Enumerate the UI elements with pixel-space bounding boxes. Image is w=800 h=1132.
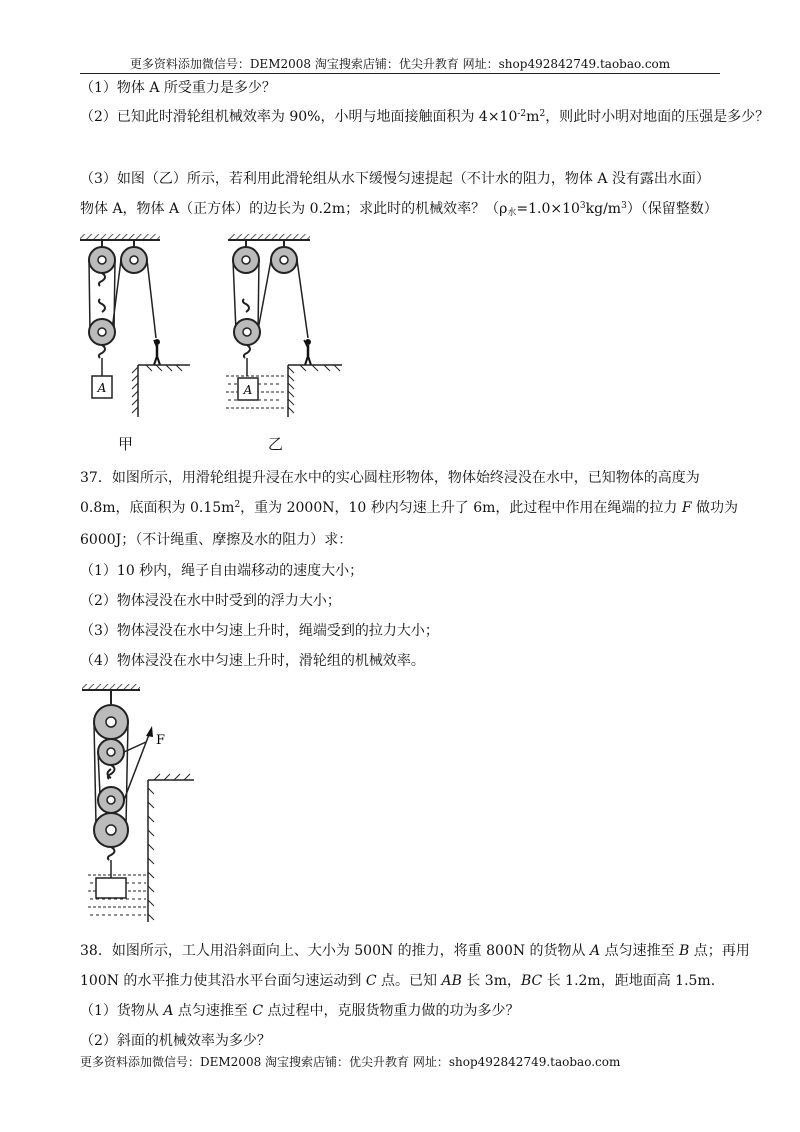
label-A-jia: A bbox=[97, 381, 107, 395]
header-divider bbox=[80, 73, 720, 74]
label-A-yi: A bbox=[243, 383, 253, 397]
q37-line2: 0.8m，底面积为 $0.15m^2$，重为 2000N，10 秒内匀速上升了 6m，此过程中作用在绳端的拉力 F 做功为 bbox=[80, 500, 739, 516]
q36-part3: （3）如图（乙）所示，若利用此滑轮组从水下缓慢匀速提起（不计水的阻力，物体 A 没有露出水面）物体 A，物体 A（正方体）的边长为 0.2m；求此时的机械效率？$(\rho_水=1.0\times 10^3kg/m^3)$（保留整数） bbox=[80, 171, 718, 218]
page-header: 更多资料添加微信号：DEM2008 淘宝搜索店铺：优尖升教育 网址：shop492842749.taobao.com bbox=[129, 57, 671, 71]
q37-line3: 6000J；（不计绳重、摩擦及水的阻力）求： bbox=[80, 532, 353, 548]
pulley-figure-yi bbox=[222, 232, 362, 417]
q38-line1: 38．如图所示，工人用沿斜面向上、大小为 500N 的推力，将重 800N 的货物从 A 点匀速推至 B 点；再用 bbox=[80, 943, 750, 959]
pulley-figure-37 bbox=[76, 680, 206, 925]
q37-line1: 37．如图所示，用滑轮组提升浸在水中的实心圆柱形物体，物体始终浸没在水中，已知物体的高度为 bbox=[80, 470, 700, 486]
q37-item3: （3）物体浸没在水中匀速上升时，绳端受到的拉力大小； bbox=[80, 623, 439, 639]
q37-item2: （2）物体浸没在水中时受到的浮力大小； bbox=[80, 593, 341, 609]
caption-yi: 乙 bbox=[268, 435, 284, 453]
label-F: F bbox=[156, 733, 166, 748]
pulley-figure-jia bbox=[72, 232, 202, 417]
caption-jia: 甲 bbox=[118, 435, 134, 453]
q36-part1: （1）物体 A 所受重力是多少？ bbox=[80, 80, 276, 96]
q37-item1: （1）10 秒内，绳子自由端移动的速度大小； bbox=[80, 563, 364, 579]
q37-item4: （4）物体浸没在水中匀速上升时，滑轮组的机械效率。 bbox=[80, 653, 425, 669]
q36-part2: （2）已知此时滑轮组机械效率为 90%，小明与地面接触面积为 $4\times 10^{-2}m^2$，则此时小明对地面的压强是多少？ bbox=[80, 109, 770, 125]
q38-item1: （1）货物从 A 点匀速推至 C 点过程中，克服货物重力做的功为多少？ bbox=[80, 1003, 520, 1019]
q38-item2: （2）斜面的机械效率为多少？ bbox=[80, 1033, 271, 1049]
page-footer: 更多资料添加微信号：DEM2008 淘宝搜索店铺：优尖升教育 网址：shop492842749.taobao.com bbox=[80, 1055, 621, 1069]
q38-line2: 100N 的水平推力使其沿水平台面匀速运动到 C 点。已知 AB 长 3m，BC 长 1.2m，距地面高 1.5m. bbox=[80, 973, 716, 989]
